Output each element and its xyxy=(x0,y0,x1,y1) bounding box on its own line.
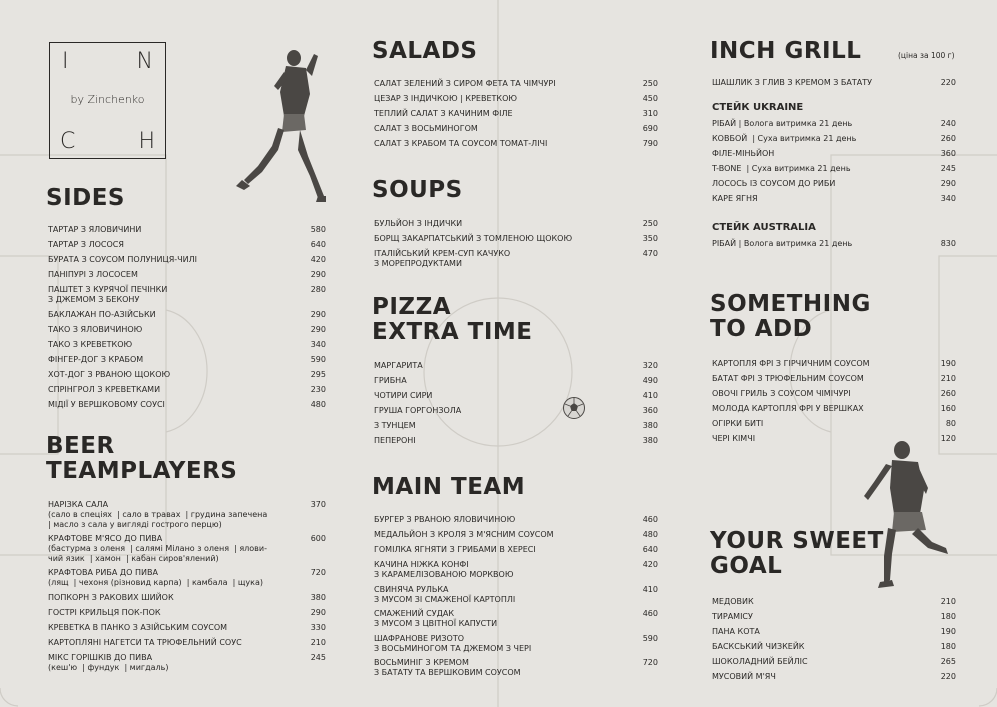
menu-item xyxy=(48,340,326,350)
menu-item-name: ЧЕРІ КІМЧІ xyxy=(712,434,756,443)
menu-item-name: КРАФТОВА РИБА ДО ПИВА (лящ | чехоня (різновид карпа) | камбала | щука) xyxy=(48,568,264,587)
menu-item xyxy=(374,560,658,580)
grill-price-note: (ціна за 100 г) xyxy=(898,51,955,60)
menu-item-price: 370 xyxy=(310,500,326,509)
menu-item xyxy=(48,225,326,235)
menu-item xyxy=(48,285,326,305)
menu-item-price: 420 xyxy=(310,255,326,264)
menu-item-name: ЦЕЗАР З ІНДИЧКОЮ | КРЕВЕТКОЮ xyxy=(374,94,517,103)
menu-item xyxy=(48,593,326,603)
menu-item xyxy=(374,634,658,654)
menu-item-price: 80 xyxy=(945,419,956,428)
steak-australia-subheading: СТЕЙК AUSTRALIA xyxy=(712,222,816,233)
menu-item xyxy=(48,310,326,320)
menu-item-price: 210 xyxy=(310,637,326,647)
menu-item-price: 720 xyxy=(310,568,326,577)
menu-item xyxy=(48,608,326,618)
menu-item-name: КРАФТОВЕ М'ЯСО ДО ПИВА (бастурма з оленя | салямі Мілано з оленя | ялови- чий язик | хамон | кабан сиров'ялений) xyxy=(48,534,267,563)
menu-item-name: МАРГАРИТА xyxy=(374,361,423,370)
add-heading-line2: TO ADD xyxy=(710,316,813,342)
menu-item-name: САЛАТ З КРАБОМ ТА СОУСОМ ТОМАТ-ЛІЧІ xyxy=(374,139,548,148)
menu-item xyxy=(374,124,658,134)
menu-item-name: КАРТОПЛЯНІ НАГЕТСИ ТА ТРЮФЕЛЬНИЙ СОУС xyxy=(48,637,242,647)
menu-item-name: ГРУША ГОРГОНЗОЛА xyxy=(374,406,462,415)
menu-item-name: МОЛОДА КАРТОПЛЯ ФРІ У ВЕРШКАХ xyxy=(712,404,864,413)
menu-item-price: 245 xyxy=(310,652,326,662)
menu-item-name: ПЕПЕРОНІ xyxy=(374,436,416,445)
menu-item-price: 460 xyxy=(642,609,658,618)
menu-item-price: 220 xyxy=(940,672,956,681)
menu-item-price: 245 xyxy=(940,164,956,173)
menu-item xyxy=(48,400,326,410)
menu-item-name: РІБАЙ | Волога витримка 21 день xyxy=(712,239,853,248)
menu-item-price: 350 xyxy=(642,234,658,243)
menu-item xyxy=(712,359,956,369)
menu-item-price: 220 xyxy=(940,78,956,87)
menu-item xyxy=(712,78,956,88)
menu-item xyxy=(712,672,956,682)
menu-item-price: 230 xyxy=(310,384,326,394)
menu-item-name: МУСОВИЙ М'ЯЧ xyxy=(712,672,776,681)
menu-item-name: ТИРАМІСУ xyxy=(712,612,753,621)
menu-item xyxy=(374,391,658,401)
menu-item xyxy=(374,361,658,371)
menu-item-name: СПРІНГРОЛ З КРЕВЕТКАМИ xyxy=(48,384,161,394)
menu-item xyxy=(374,436,658,446)
menu-item xyxy=(712,164,956,174)
menu-item-price: 290 xyxy=(310,324,326,334)
menu-item xyxy=(712,597,956,607)
menu-item-name: T-BONE | Суха витримка 21 день xyxy=(712,164,851,173)
menu-item-price: 210 xyxy=(940,374,956,383)
menu-item xyxy=(712,119,956,129)
menu-item-price: 340 xyxy=(940,194,956,203)
menu-item-name: БУЛЬЙОН З ІНДИЧКИ xyxy=(374,219,463,228)
menu-item xyxy=(712,612,956,622)
sweet-heading-line2: GOAL xyxy=(710,553,783,579)
menu-item-name: ПАНА КОТА xyxy=(712,627,760,636)
menu-item xyxy=(374,234,658,244)
menu-item-name: СВИНЯЧА РУЛЬКА З МУСОМ ЗІ СМАЖЕНОЇ КАРТОПЛІ xyxy=(374,584,516,604)
pizza-heading-line1: PIZZA xyxy=(372,294,452,320)
grill-heading: INCH GRILL xyxy=(710,38,862,64)
main-heading: MAIN TEAM xyxy=(372,474,526,500)
menu-item-price: 290 xyxy=(940,179,956,188)
menu-item xyxy=(712,627,956,637)
menu-item-price: 410 xyxy=(642,391,658,400)
menu-item-price: 380 xyxy=(310,592,326,602)
menu-item-name: ШОКОЛАДНИЙ БЕЙЛІС xyxy=(712,657,808,666)
menu-item xyxy=(48,325,326,335)
menu-item xyxy=(374,545,658,555)
menu-item-name: ПОПКОРН З РАКОВИХ ШИЙОК xyxy=(48,592,174,602)
menu-item-name: ЛОСОСЬ ІЗ СОУСОМ ДО РИБИ xyxy=(712,179,836,188)
menu-item-price: 690 xyxy=(642,124,658,133)
menu-item-price: 250 xyxy=(642,219,658,228)
soups-heading: SOUPS xyxy=(372,177,463,203)
menu-item-price: 240 xyxy=(940,119,956,128)
menu-item-name: ТАКО З ЯЛОВИЧИНОЮ xyxy=(48,324,143,334)
menu-item-name: ТАКО З КРЕВЕТКОЮ xyxy=(48,339,133,349)
menu-item-name: РІБАЙ | Волога витримка 21 день xyxy=(712,119,853,128)
menu-item-price: 480 xyxy=(310,399,326,409)
menu-item-price: 280 xyxy=(310,285,326,294)
menu-item-name: МІДІЇ У ВЕРШКОВОМУ СОУСІ xyxy=(48,399,165,409)
add-heading-line1: SOMETHING xyxy=(710,291,871,317)
menu-item-price: 790 xyxy=(642,139,658,148)
menu-item-name: З ТУНЦЕМ xyxy=(374,421,416,430)
menu-item-name: МЕДАЛЬЙОН З КРОЛЯ З М'ЯСНИМ СОУСОМ xyxy=(374,530,554,539)
menu-item-price: 410 xyxy=(642,584,658,594)
menu-item-price: 210 xyxy=(940,597,956,606)
menu-item-name: ГОСТРІ КРИЛЬЦЯ ПОК-ПОК xyxy=(48,607,161,617)
menu-item xyxy=(374,609,658,629)
logo-letter-h: H xyxy=(138,129,155,154)
menu-item xyxy=(48,653,326,673)
menu-item xyxy=(48,385,326,395)
menu-item-name: ІТАЛІЙСЬКИЙ КРЕМ-СУП КАЧУКО З МОРЕПРОДУКТАМИ xyxy=(374,249,511,268)
menu-item-name: ХОТ-ДОГ З РВАНОЮ ЩОКОЮ xyxy=(48,369,171,379)
menu-item xyxy=(48,240,326,250)
menu-item-name: НАРІЗКА САЛА (сало в спеціях | сало в травах | грудина запечена | масло з сала у вигляді гострого перцю) xyxy=(48,500,268,529)
menu-item-name: БУРАТА З СОУСОМ ПОЛУНИЦЯ-ЧИЛІ xyxy=(48,255,198,264)
logo-letter-c: C xyxy=(60,129,76,154)
beer-heading-line1: BEER xyxy=(46,433,115,459)
menu-item-price: 260 xyxy=(940,134,956,143)
menu-item-price: 320 xyxy=(642,361,658,370)
menu-item xyxy=(712,179,956,189)
menu-item-name: ПАШТЕТ З КУРЯЧОЇ ПЕЧІНКИ З ДЖЕМОМ З БЕКОНУ xyxy=(48,285,168,304)
menu-item-name: КАЧИНА НІЖКА КОНФІ З КАРАМЕЛІЗОВАНОЮ МОРКВОЮ xyxy=(374,560,514,579)
menu-item-name: КРЕВЕТКА В ПАНКО З АЗІЙСЬКИМ СОУСОМ xyxy=(48,622,228,632)
menu-item xyxy=(374,249,658,269)
menu-item-name: ФІЛЕ-МІНЬЙОН xyxy=(712,149,775,158)
menu-item-price: 265 xyxy=(940,657,956,666)
menu-item xyxy=(712,194,956,204)
menu-item-name: ТАРТАР З ЛОСОСЯ xyxy=(48,240,124,249)
menu-item xyxy=(712,149,956,159)
menu-item-name: СМАЖЕНИЙ СУДАК З МУСОМ З ЦВІТНОЇ КАПУСТИ xyxy=(374,609,498,628)
menu-item xyxy=(712,404,956,414)
menu-item-name: ВОСЬМИНІГ З КРЕМОМ З БАТАТУ ТА ВЕРШКОВИМ СОУСОМ xyxy=(374,658,521,677)
menu-item-price: 590 xyxy=(310,354,326,364)
menu-item xyxy=(374,585,658,605)
menu-item-price: 190 xyxy=(940,359,956,368)
menu-item-price: 380 xyxy=(642,421,658,430)
menu-item-name: ШАФРАНОВЕ РИЗОТО З ВОСЬМИНОГОМ ТА ДЖЕМОМ З ЧЕРІ xyxy=(374,633,532,653)
menu-item xyxy=(374,219,658,229)
menu-item-price: 480 xyxy=(642,530,658,539)
menu-item-name: КОВБОЙ | Суха витримка 21 день xyxy=(712,134,857,143)
menu-item-price: 290 xyxy=(310,309,326,319)
menu-item xyxy=(374,515,658,525)
player-illustration xyxy=(862,438,952,588)
menu-item xyxy=(374,139,658,149)
menu-item xyxy=(712,374,956,384)
menu-item xyxy=(374,79,658,89)
menu-item-name: БАСКСЬКИЙ ЧИЗКЕЙК xyxy=(712,642,805,651)
menu-item-price: 180 xyxy=(940,642,956,651)
menu-item-price: 640 xyxy=(642,545,658,554)
menu-item-price: 470 xyxy=(642,249,658,258)
menu-item-name: БУРГЕР З РВАНОЮ ЯЛОВИЧИНОЮ xyxy=(374,515,516,524)
menu-item-name: КАРЕ ЯГНЯ xyxy=(712,194,758,203)
steak-ukraine-subheading: СТЕЙК UKRAINE xyxy=(712,102,804,113)
inch-logo xyxy=(49,42,166,159)
menu-item-price: 290 xyxy=(310,607,326,617)
menu-item xyxy=(48,534,326,564)
menu-item-name: ГРИБНА xyxy=(374,376,407,385)
menu-item xyxy=(374,109,658,119)
menu-item xyxy=(48,568,326,588)
menu-item xyxy=(48,370,326,380)
pizza-heading-line2: EXTRA TIME xyxy=(372,319,533,345)
menu-item-price: 590 xyxy=(642,633,658,643)
menu-item xyxy=(48,255,326,265)
menu-item-price: 180 xyxy=(940,612,956,621)
menu-item-name: САЛАТ ЗЕЛЕНИЙ З СИРОМ ФЕТА ТА ЧІМЧУРІ xyxy=(374,79,556,88)
menu-item-name: ШАШЛИК З ГЛИВ З КРЕМОМ З БАТАТУ xyxy=(712,78,873,87)
menu-item-price: 420 xyxy=(642,560,658,569)
logo-byline: by Zinchenko xyxy=(70,93,145,106)
menu-item-price: 330 xyxy=(310,622,326,632)
menu-item-price: 830 xyxy=(940,239,956,248)
menu-item-price: 490 xyxy=(642,376,658,385)
menu-item-name: САЛАТ З ВОСЬМИНОГОМ xyxy=(374,124,478,133)
menu-item-price: 290 xyxy=(310,270,326,279)
menu-item xyxy=(374,406,658,416)
menu-item-name: БОРЩ ЗАКАРПАТСЬКИЙ З ТОМЛЕНОЮ ЩОКОЮ xyxy=(374,234,573,243)
menu-item-price: 190 xyxy=(940,627,956,636)
menu-item-name: ФІНГЕР-ДОГ З КРАБОМ xyxy=(48,354,144,364)
menu-item xyxy=(48,500,326,530)
menu-item xyxy=(48,638,326,648)
sides-heading: SIDES xyxy=(46,185,125,211)
menu-item-price: 260 xyxy=(940,389,956,398)
menu-item-price: 720 xyxy=(642,658,658,667)
logo-letter-n: N xyxy=(136,49,153,74)
player-illustration xyxy=(234,46,330,202)
menu-item-price: 310 xyxy=(642,109,658,118)
menu-item-name: ГОМІЛКА ЯГНЯТИ З ГРИБАМИ В ХЕРЕСІ xyxy=(374,545,536,554)
salads-heading: SALADS xyxy=(372,38,478,64)
menu-item xyxy=(712,434,956,444)
menu-item-price: 360 xyxy=(940,149,956,158)
menu-item xyxy=(48,355,326,365)
menu-item-price: 580 xyxy=(310,225,326,234)
menu-item xyxy=(374,94,658,104)
menu-item-price: 250 xyxy=(642,79,658,88)
menu-item-price: 295 xyxy=(310,369,326,379)
menu-item-name: КАРТОПЛЯ ФРІ З ГІРЧИЧНИМ СОУСОМ xyxy=(712,359,870,368)
menu-item xyxy=(374,376,658,386)
menu-item-name: ТАРТАР З ЯЛОВИЧИНИ xyxy=(48,225,142,234)
logo-letter-i: I xyxy=(62,49,69,74)
menu-item-name: МІКС ГОРІШКІВ ДО ПИВА (кеш'ю | фундук | мигдаль) xyxy=(48,652,169,672)
menu-item-name: БАТАТ ФРІ З ТРЮФЕЛЬНИМ СОУСОМ xyxy=(712,374,864,383)
menu-item-price: 160 xyxy=(940,404,956,413)
menu-item-name: БАКЛАЖАН ПО-АЗІЙСЬКИ xyxy=(48,309,156,319)
menu-item-name: МЕДОВИК xyxy=(712,597,754,606)
menu-item-price: 340 xyxy=(310,339,326,349)
menu-item-price: 450 xyxy=(642,94,658,103)
menu-item xyxy=(712,419,956,429)
menu-item xyxy=(712,642,956,652)
menu-item xyxy=(712,657,956,667)
menu-item xyxy=(374,421,658,431)
menu-item-name: ОГІРКИ БИТІ xyxy=(712,419,764,428)
menu-item xyxy=(374,658,658,678)
menu-item xyxy=(712,134,956,144)
menu-item-price: 640 xyxy=(310,240,326,249)
menu-item-name: ПАНІПУРІ З ЛОСОСЕМ xyxy=(48,270,138,279)
menu-item-price: 600 xyxy=(310,534,326,543)
menu-item-name: ТЕПЛИЙ САЛАТ З КАЧИНИМ ФІЛЕ xyxy=(374,109,513,118)
menu-item xyxy=(374,530,658,540)
menu-item-name: ОВОЧІ ГРИЛЬ З СОУСОМ ЧІМІЧУРІ xyxy=(712,389,851,398)
menu-item-price: 120 xyxy=(940,434,956,443)
menu-item xyxy=(48,270,326,280)
menu-item-name: ЧОТИРИ СИРИ xyxy=(374,391,433,400)
menu-item-price: 360 xyxy=(642,406,658,415)
menu-item-price: 460 xyxy=(642,515,658,524)
menu-item xyxy=(712,389,956,399)
menu-item-price: 380 xyxy=(642,436,658,445)
sweet-heading-line1: YOUR SWEET xyxy=(710,528,884,554)
menu-item xyxy=(712,239,956,249)
menu-item xyxy=(48,623,326,633)
beer-heading-line2: TEAMPLAYERS xyxy=(46,458,238,484)
